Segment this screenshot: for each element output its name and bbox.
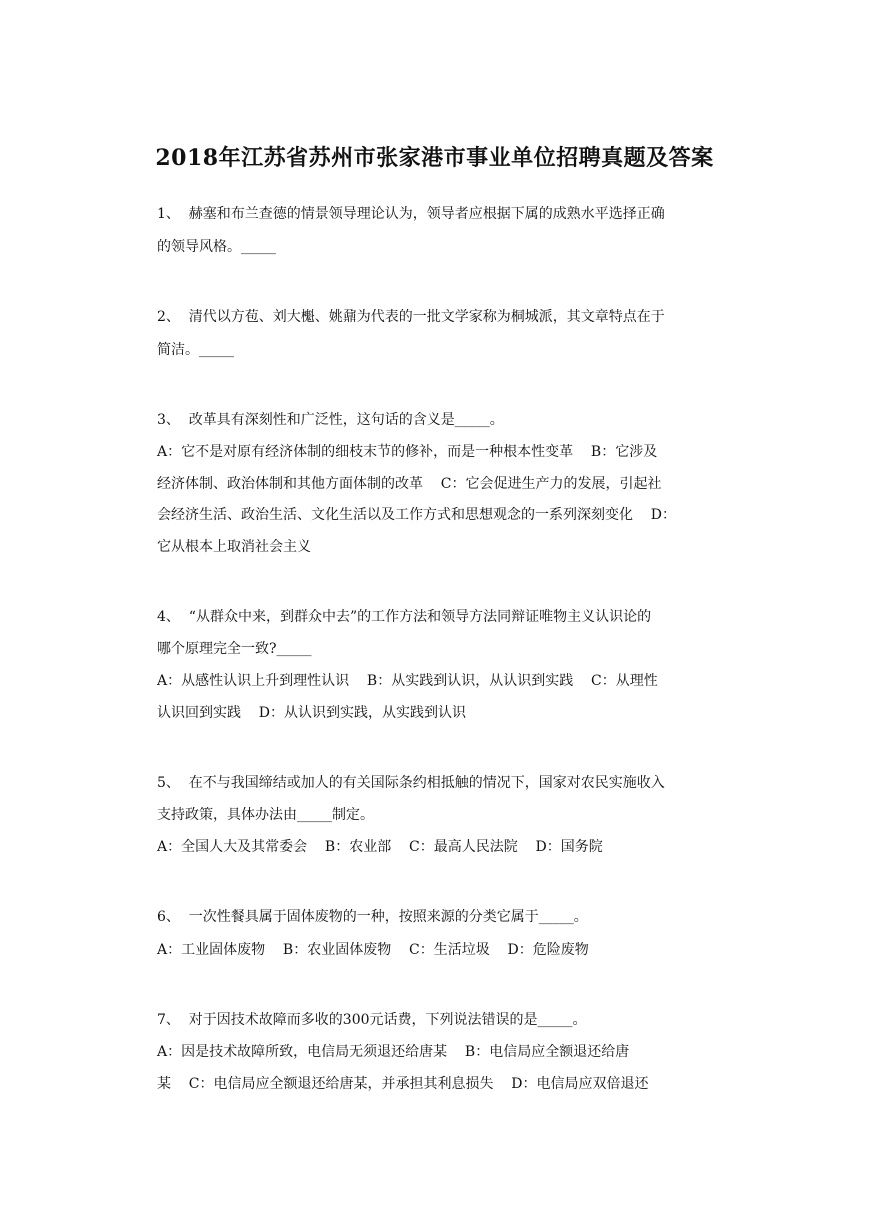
document-title: 2018年江苏省苏州市张家港市事业单位招聘真题及答案 <box>155 145 714 171</box>
text-line: 6、 一次性餐具属于固体废物的一种，按照来源的分类它属于_____。 <box>157 909 588 925</box>
text-line: 7、 对于因技术故障而多收的300元话费，下列说法错误的是_____。 <box>157 1012 587 1028</box>
text-line: 经济体制、政治体制和其他方面体制的改革 C：它会促进生产力的发展，引起社 <box>157 476 662 492</box>
text-line: 4、 “从群众中来，到群众中去”的工作方法和领导方法同辩证唯物主义认识论的 <box>157 609 652 625</box>
text-line: 支持政策，具体办法由_____制定。 <box>157 807 374 823</box>
text-line: A：从感性认识上升到理性认识 B：从实践到认识，从认识到实践 C：从理性 <box>157 673 658 689</box>
text-line: A：全国人大及其常委会 B：农业部 C：最高人民法院 D：国务院 <box>157 839 603 855</box>
text-line: 1、 赫塞和布兰查德的情景领导理论认为，领导者应根据下属的成熟水平选择正确 <box>157 206 665 222</box>
text-line: 的领导风格。_____ <box>157 239 276 255</box>
text-line: 某 C：电信局应全额退还给唐某，并承担其利息损失 D：电信局应双倍退还 <box>157 1076 649 1092</box>
text-line: 3、 改革具有深刻性和广泛性，这句话的含义是_____。 <box>157 412 504 428</box>
text-line: A：因是技术故障所致，电信局无须退还给唐某 B：电信局应全额退还给唐 <box>157 1044 630 1060</box>
text-line: 5、 在不与我国缔结或加人的有关国际条约相抵触的情况下，国家对农民实施收入 <box>157 775 665 791</box>
text-line: 认识回到实践 D：从认识到实践，从实践到认识 <box>157 705 467 721</box>
text-line: 它从根本上取消社会主义 <box>157 539 311 555</box>
text-line: 2、 清代以方苞、刘大櫆、姚鼐为代表的一批文学家称为桐城派，其文章特点在于 <box>157 309 665 325</box>
text-line: A：工业固体废物 B：农业固体废物 C：生活垃圾 D：危险废物 <box>157 942 589 958</box>
text-line: 哪个原理完全一致?_____ <box>157 641 312 657</box>
text-line: 简洁。_____ <box>157 342 234 358</box>
text-line: 会经济生活、政治生活、文化生活以及工作方式和思想观念的一系列深刻变化 D： <box>157 507 677 523</box>
text-line: A：它不是对原有经济体制的细枝末节的修补，而是一种根本性变革 B：它涉及 <box>157 444 658 460</box>
